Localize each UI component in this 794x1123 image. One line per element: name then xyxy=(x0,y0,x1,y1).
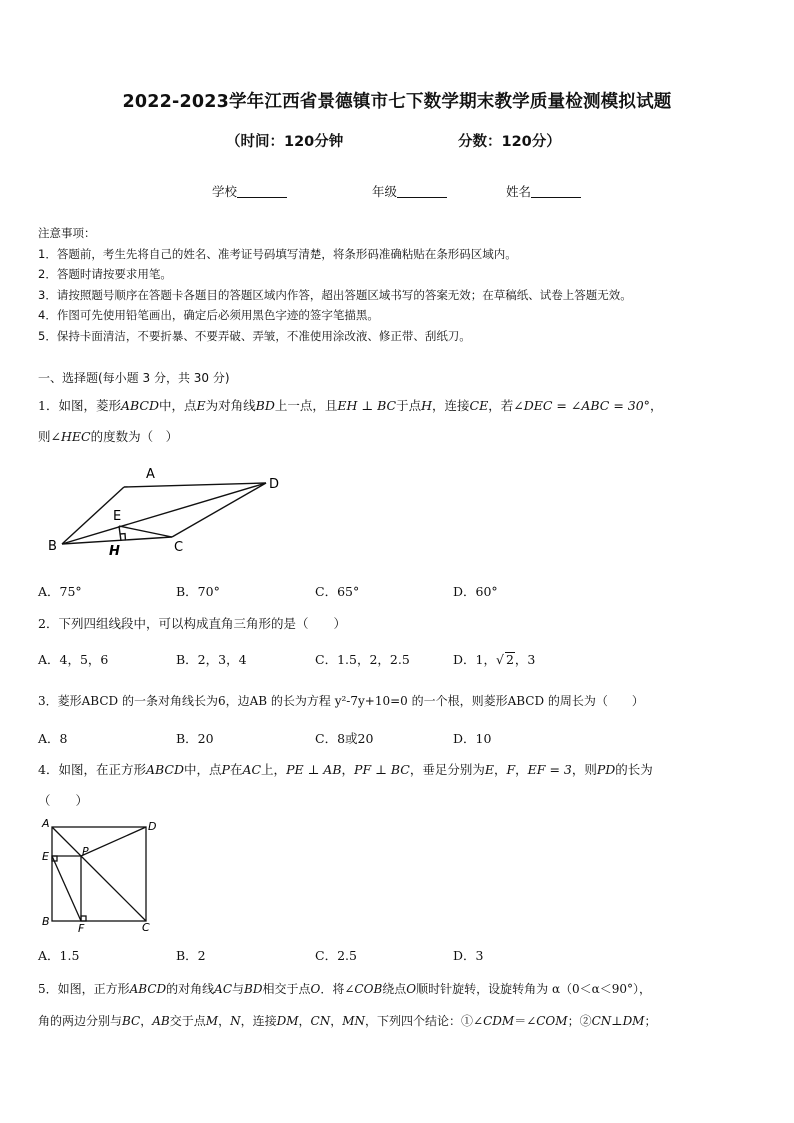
question-4-line-1: 4．如图，在正方形ABCD中，点P在AC上，PE ⊥ AB，PF ⊥ BC，垂足分别为E，F，EF = 3，则PD的长为 xyxy=(38,762,653,777)
name-field[interactable]: 姓名 xyxy=(506,182,581,200)
name-blank[interactable] xyxy=(531,185,581,198)
section-heading: 一、选择题(每小题 3 分，共 30 分) xyxy=(38,371,230,385)
question-3-text: 3．菱形ABCD 的一条对角线长为6，边AB 的长为方程 y²-7y+10=0 的一个根，则菱形ABCD 的周长为（ ） xyxy=(38,694,644,708)
label-c: C xyxy=(142,921,150,934)
question-5-line-1: 5．如图，正方形ABCD的对角线AC与BD相交于点O．将∠COB绕点O顺时针旋转，设旋转角为 α（0＜α＜90°）， xyxy=(38,982,652,996)
label-d: D xyxy=(269,477,280,492)
q4-option-b[interactable]: B．2 xyxy=(176,948,206,963)
notes-heading: 注意事项： xyxy=(38,226,96,240)
q2-option-c[interactable]: C．1.5，2，2.5 xyxy=(315,652,410,667)
label-d: D xyxy=(148,820,157,833)
label-b: B xyxy=(42,915,50,928)
q3-option-d[interactable]: D．10 xyxy=(453,731,492,746)
label-f: F xyxy=(78,922,85,935)
note-item: 2．答题时请按要求用笔。 xyxy=(38,267,172,281)
note-item: 4．作图可先使用铅笔画出，确定后必须用黑色字迹的签字笔描黑。 xyxy=(38,308,379,322)
label-c: C xyxy=(174,540,184,555)
q1-option-c[interactable]: C．65° xyxy=(315,584,360,599)
question-4-line-2: （ ） xyxy=(38,793,89,808)
question-1-line-1: 1．如图，菱形ABCD中，点E为对角线BD上一点，且EH ⊥ BC于点H，连接CE，若∠DEC = ∠ABC = 30°， xyxy=(38,398,663,413)
grade-blank[interactable] xyxy=(397,185,447,198)
q2-option-a[interactable]: A．4，5，6 xyxy=(38,652,109,667)
note-item: 5．保持卡面清洁，不要折暴、不要弄破、弄皱，不准使用涂改液、修正带、刮纸刀。 xyxy=(38,329,471,343)
q1-option-b[interactable]: B．70° xyxy=(176,584,220,599)
question-1-line-2: 则∠HEC的度数为（ ） xyxy=(38,429,179,444)
q2-option-d[interactable]: D．1，√ 2，3 xyxy=(453,652,536,667)
q3-option-b[interactable]: B．20 xyxy=(176,731,214,746)
q1-option-d[interactable]: D．60° xyxy=(453,584,498,599)
question-2-text: 2．下列四组线段中，可以构成直角三角形的是（ ） xyxy=(38,616,346,631)
label-a: A xyxy=(42,817,50,830)
note-item: 3．请按照题号顺序在答题卡各题目的答题区域内作答，超出答题区域书写的答案无效；在草稿纸、试卷上答题无效。 xyxy=(38,288,632,302)
note-item: 1．答题前，考生先将自己的姓名、准考证号码填写清楚，将条形码准确粘贴在条形码区域内。 xyxy=(38,247,517,261)
sqrt-radicand: 2 xyxy=(505,652,514,667)
question-5-line-2: 角的两边分别与BC，AB交于点M，N，连接DM，CN，MN，下列四个结论：①∠CDM＝∠COM；②CN⊥DM； xyxy=(38,1014,657,1028)
school-field[interactable]: 学校 xyxy=(212,182,287,200)
q2-option-b[interactable]: B．2，3，4 xyxy=(176,652,247,667)
q4-option-d[interactable]: D．3 xyxy=(453,948,484,963)
q3-option-a[interactable]: A．8 xyxy=(38,731,68,746)
q1-option-a[interactable]: A．75° xyxy=(38,584,82,599)
label-h: H xyxy=(109,544,120,559)
grade-field[interactable]: 年级 xyxy=(372,182,447,200)
label-b: B xyxy=(48,539,57,554)
exam-title: 2022-2023学年江西省景德镇市七下数学期末教学质量检测模拟试题 xyxy=(122,92,672,112)
exam-time: （时间：120分钟 xyxy=(226,134,344,150)
rhombus-figure xyxy=(40,460,300,560)
exam-score: 分数：120分） xyxy=(458,134,561,150)
label-e: E xyxy=(113,509,122,524)
label-a: A xyxy=(146,467,155,482)
school-blank[interactable] xyxy=(237,185,287,198)
q3-option-c[interactable]: C．8或20 xyxy=(315,731,374,746)
label-p: P xyxy=(82,845,89,858)
label-e: E xyxy=(42,850,49,863)
q4-option-a[interactable]: A．1.5 xyxy=(38,948,80,963)
q4-option-c[interactable]: C．2.5 xyxy=(315,948,357,963)
square-figure xyxy=(38,815,168,937)
